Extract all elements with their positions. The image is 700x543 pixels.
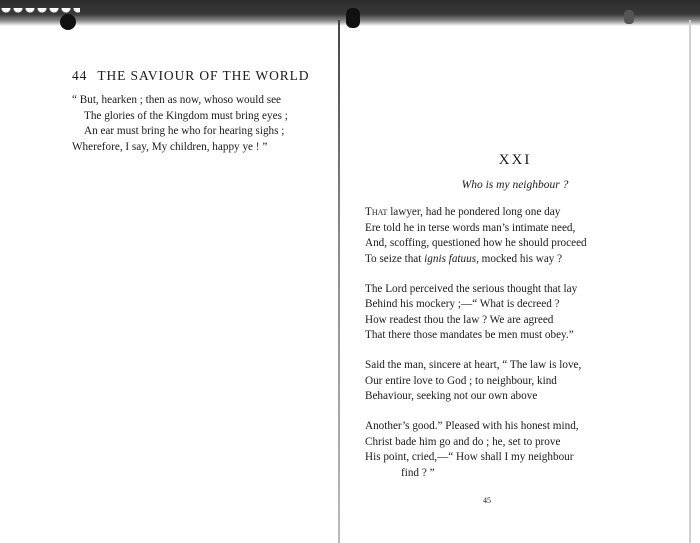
verse-line: Another’s good.” Pleased with his honest mind, [365,420,579,432]
binder-clip-icon [60,14,76,30]
verse-line: The glories of the Kingdom must bring eyes ; [84,109,288,122]
verse-line [365,205,665,221]
left-verse [72,93,334,155]
verse-line: Ere told he in terse words man’s intimate need, [365,221,576,234]
right-page-number: 45 [483,496,491,505]
binder-clip-icon [624,10,634,24]
verse-line: An ear must bring he who for hearing sighs ; [84,125,285,137]
verse-line: His point, cried,—“ How shall I my neighbour [365,451,574,463]
verse-line [365,252,665,268]
verse-text: To seize that [365,252,425,265]
left-page [72,68,334,155]
verse-line: The Lord perceived the serious thought that lay [365,282,578,295]
verse-line: And, scoffing, questioned how he should proceed [365,237,587,249]
verse-line: Behind his mockery ;—“ What is decreed ? [365,298,560,310]
left-page-number: 44 [72,68,88,83]
verse-text: lawyer, had he pondered long one day [387,206,561,218]
stanza [365,358,665,405]
book-gutter [338,20,340,543]
verse-line: find ? ” [401,466,435,479]
stanza [365,205,665,267]
right-page [365,152,665,496]
opening-word: That [365,206,388,218]
verse-text: mocked his way ? [478,252,563,265]
running-title: THE SAVIOUR OF THE WORLD [97,68,310,83]
verse-line: How readest thou the law ? We are agreed [365,313,554,326]
chapter-number: XXI [498,152,532,168]
running-head [72,68,334,84]
chapter-title: Who is my neighbour ? [461,179,569,191]
italic-phrase: ignis fatuus, [424,252,479,265]
verse-line: That there those mandates be men must obey.” [365,329,574,341]
verse-line: Our entire love to God ; to neighbour, kind [365,374,557,387]
stanza [365,419,665,481]
verse-line: “ But, hearken ; then as now, whoso would see [72,94,281,106]
stanza [365,282,665,344]
verse-line: Said the man, sincere at heart, “ The law is love, [365,359,582,371]
verse-line: Behaviour, seeking not our own above [365,390,538,402]
binder-clip-icon [346,8,360,28]
page-right-edge [689,20,691,543]
verse-line: Wherefore, I say, My children, happy ye ! ” [72,140,268,153]
verse-line: Christ bade him go and do ; he, set to prove [365,435,561,448]
